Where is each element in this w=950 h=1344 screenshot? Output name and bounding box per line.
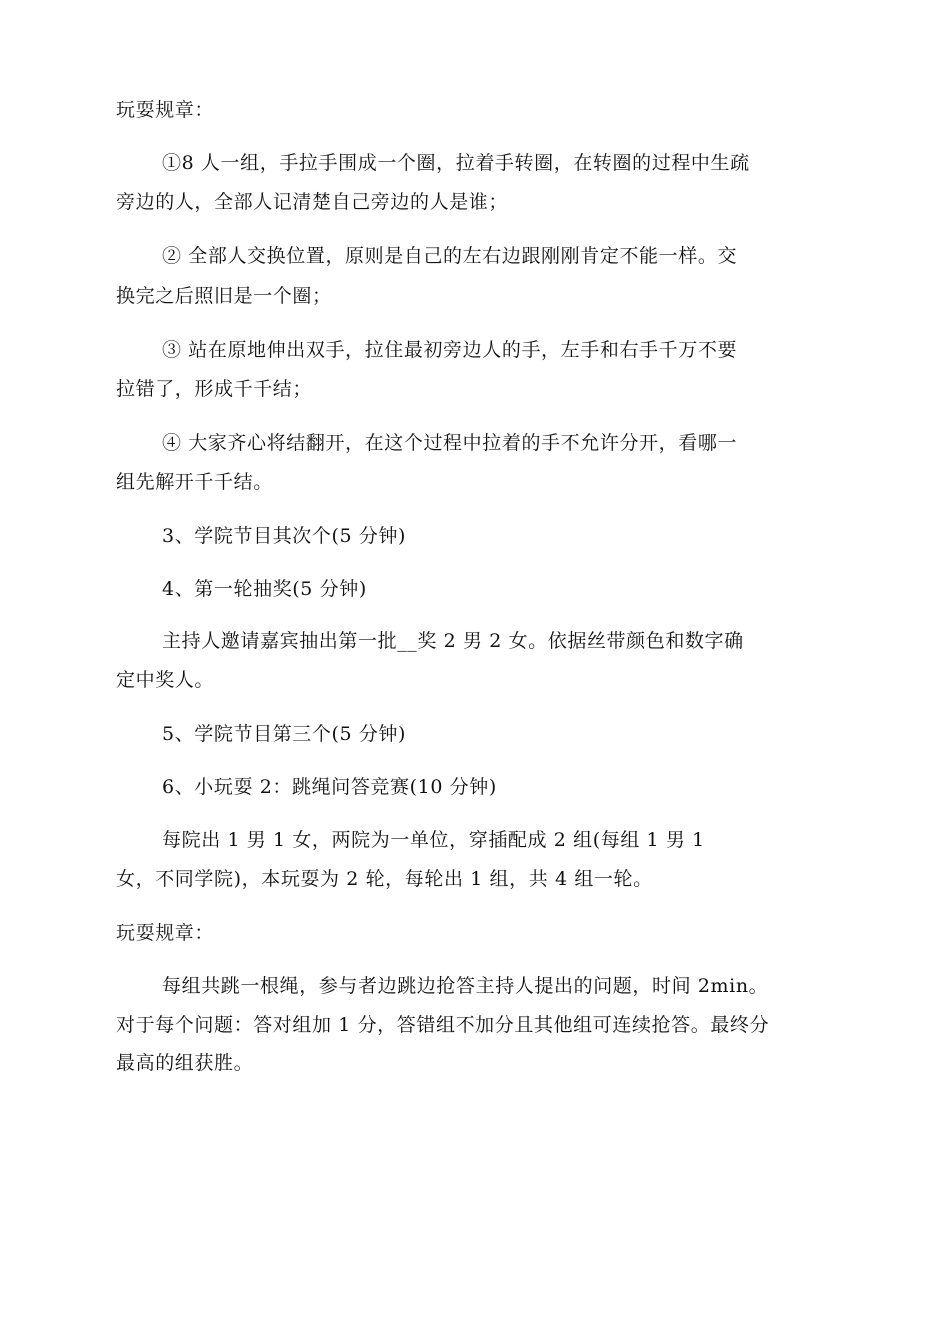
teams-line-1: 每院出 1 男 1 女，两院为一单位，穿插配成 2 组(每组 1 男 1 <box>162 829 705 851</box>
rule-4-line-2: 组先解开千千结。 <box>116 471 273 493</box>
item-3: 3、学院节目其次个(5 分钟) <box>162 525 407 547</box>
item-6: 6、小玩耍 2：跳绳问答竞赛(10 分钟) <box>162 776 497 798</box>
item-5: 5、学院节目第三个(5 分钟) <box>162 723 407 745</box>
rule-3-line-1: ③ 站在原地伸出双手，拉住最初旁边人的手，左手和右手千万不要 <box>162 339 738 361</box>
rule-1-line-2: 旁边的人，全部人记清楚自己旁边的人是谁； <box>116 191 509 213</box>
rule-3-line-2: 拉错了，形成千千结； <box>116 378 313 400</box>
game-rule-line-2: 对于每个问题：答对组加 1 分，答错组不加分且其他组可连续抢答。最终分 <box>116 1014 770 1036</box>
lottery-line-2: 定中奖人。 <box>116 669 215 691</box>
lottery-line-1: 主持人邀请嘉宾抽出第一批__奖 2 男 2 女。依据丝带颜色和数字确 <box>162 630 744 652</box>
item-4: 4、第一轮抽奖(5 分钟) <box>162 578 367 600</box>
rule-2-line-1: ② 全部人交换位置，原则是自己的左右边跟刚刚肯定不能一样。交 <box>162 245 738 267</box>
heading-rules-1: 玩耍规章： <box>116 99 215 121</box>
rule-1-line-1: ①8 人一组，手拉手围成一个圈，拉着手转圈，在转圈的过程中生疏 <box>162 152 750 174</box>
game-rule-line-1: 每组共跳一根绳，参与者边跳边抢答主持人提出的问题，时间 2min。 <box>162 975 769 997</box>
rule-2-line-2: 换完之后照旧是一个圈； <box>116 285 332 307</box>
teams-line-2: 女，不同学院)，本玩耍为 2 轮，每轮出 1 组，共 4 组一轮。 <box>116 868 653 890</box>
rule-4-line-1: ④ 大家齐心将结翻开，在这个过程中拉着的手不允许分开，看哪一 <box>162 432 738 454</box>
heading-rules-2: 玩耍规章： <box>116 922 215 944</box>
game-rule-line-3: 最高的组获胜。 <box>116 1052 254 1074</box>
